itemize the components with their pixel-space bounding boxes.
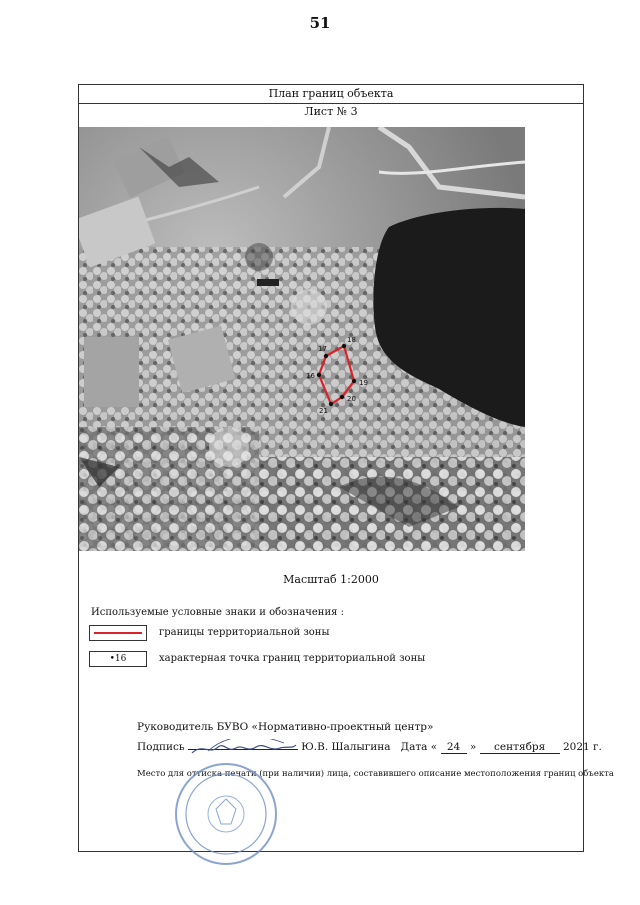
red-line-icon [94,632,142,634]
boundary-point-20 [340,395,344,399]
boundary-point-18 [342,344,346,348]
seal-stamp-icon [171,759,281,869]
plan-title: План границ объекта [79,85,583,104]
legend-point-label: характерная точка границ территориальной зоны [159,653,426,664]
boundary-point-label-20: 20 [347,395,356,403]
boundary-point-21 [329,402,333,406]
organization-head: Руководитель БУВО «Нормативно-проектный центр» [137,721,434,733]
boundary-point-label-19: 19 [359,379,368,387]
signature-line [137,741,602,754]
legend-title: Используемые условные знаки и обозначения : [91,607,344,618]
page-number: 51 [309,14,331,32]
sheet-number: Лист № 3 [304,105,358,118]
boundary-point-16 [317,373,321,377]
legend-point-symbol: •16 [89,651,147,667]
legend-boundary-label: границы территориальной зоны [159,627,330,638]
date-label: Дата « [400,741,438,753]
signature-field [188,749,298,750]
date-day: 24 [441,741,467,754]
boundary-point-label-17: 17 [318,345,327,353]
plan-frame [78,84,614,852]
stamp-note: Место для оттиска печати (при наличии) лица, составившего описание местоположения границ объекта [137,769,614,779]
signature-label: Подпись [137,741,185,753]
date-mid: » [469,741,477,753]
boundary-point-label-18: 18 [347,336,356,344]
boundary-point-19 [352,379,356,383]
boundary-point-17 [324,354,328,358]
map-scale: Масштаб 1:2000 [283,573,379,586]
aerial-photo [79,127,525,551]
date-year: 2021 г. [563,741,602,753]
boundary-point-label-21: 21 [319,407,328,415]
aerial-map [79,127,525,551]
date-month: сентября [480,741,560,754]
signer-name: Ю.В. Шалыгина [301,741,391,753]
legend-boundary-symbol [89,625,147,641]
handwritten-signature-icon [188,739,298,757]
boundary-point-label-16: 16 [306,372,315,380]
